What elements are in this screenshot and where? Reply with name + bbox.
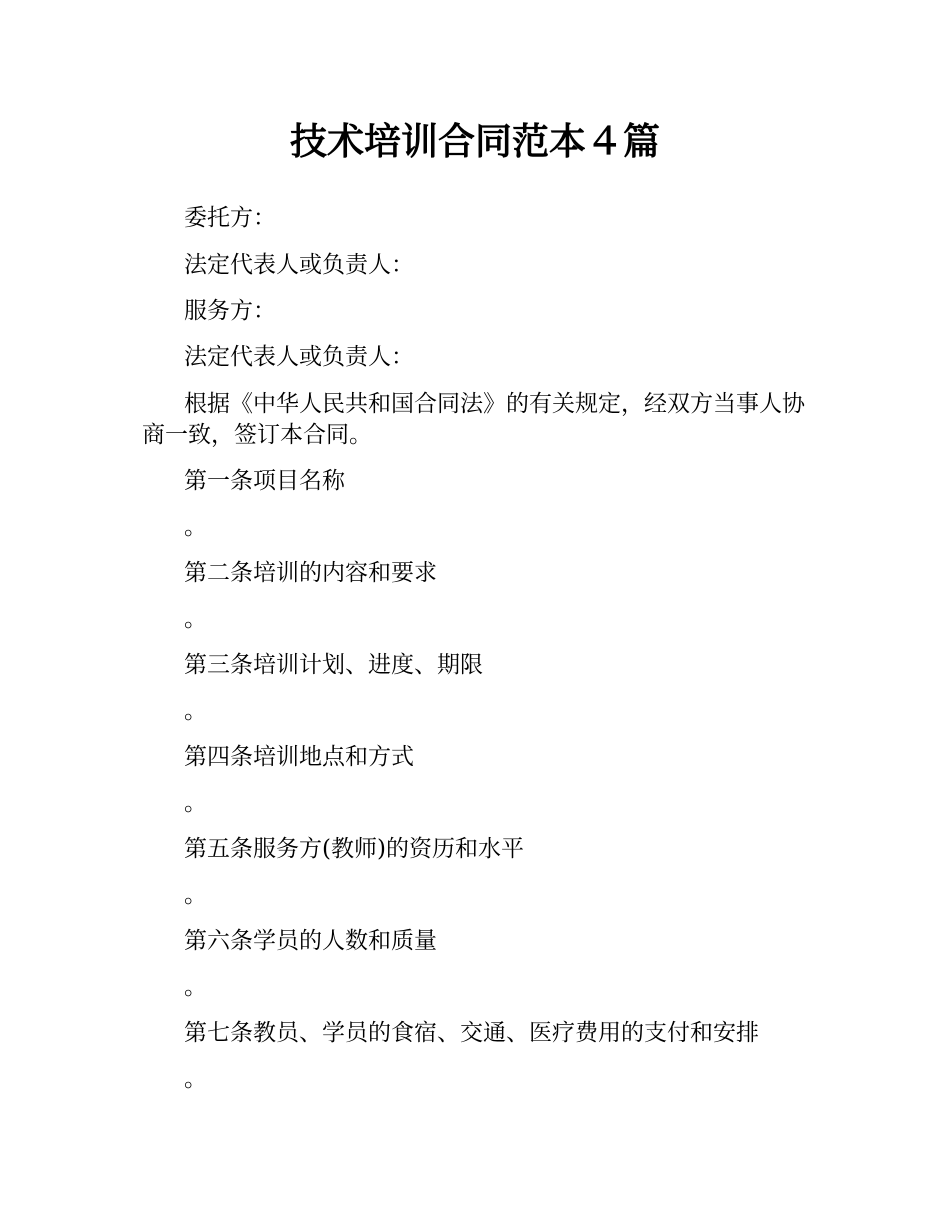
article-2-body: 。 bbox=[184, 606, 207, 632]
paragraph-service-provider: 服务方： bbox=[184, 298, 276, 324]
paragraph-client: 委托方： bbox=[184, 205, 276, 231]
article-5-body: 。 bbox=[184, 882, 207, 908]
paragraph-client-representative: 法定代表人或负责人： bbox=[184, 252, 414, 278]
article-4-body: 。 bbox=[184, 790, 207, 816]
article-1-heading: 第一条项目名称 bbox=[184, 468, 345, 494]
article-7-heading: 第七条教员、学员的食宿、交通、医疗费用的支付和安排 bbox=[184, 1020, 759, 1046]
article-7-body: 。 bbox=[184, 1066, 207, 1092]
paragraph-preamble: 根据《中华人民共和国合同法》的有关规定，经双方当事人协商一致，签订本合同。 bbox=[142, 391, 805, 448]
article-1-body: 。 bbox=[184, 514, 207, 540]
article-2-heading: 第二条培训的内容和要求 bbox=[184, 560, 437, 586]
article-4-heading: 第四条培训地点和方式 bbox=[184, 744, 414, 770]
article-5-heading: 第五条服务方(教师)的资历和水平 bbox=[184, 836, 524, 862]
article-3-body: 。 bbox=[184, 698, 207, 724]
article-6-heading: 第六条学员的人数和质量 bbox=[184, 928, 437, 954]
article-6-body: 。 bbox=[184, 974, 207, 1000]
document-title: 技术培训合同范本４篇 bbox=[290, 120, 660, 163]
paragraph-provider-representative: 法定代表人或负责人： bbox=[184, 344, 414, 370]
article-3-heading: 第三条培训计划、进度、期限 bbox=[184, 652, 483, 678]
